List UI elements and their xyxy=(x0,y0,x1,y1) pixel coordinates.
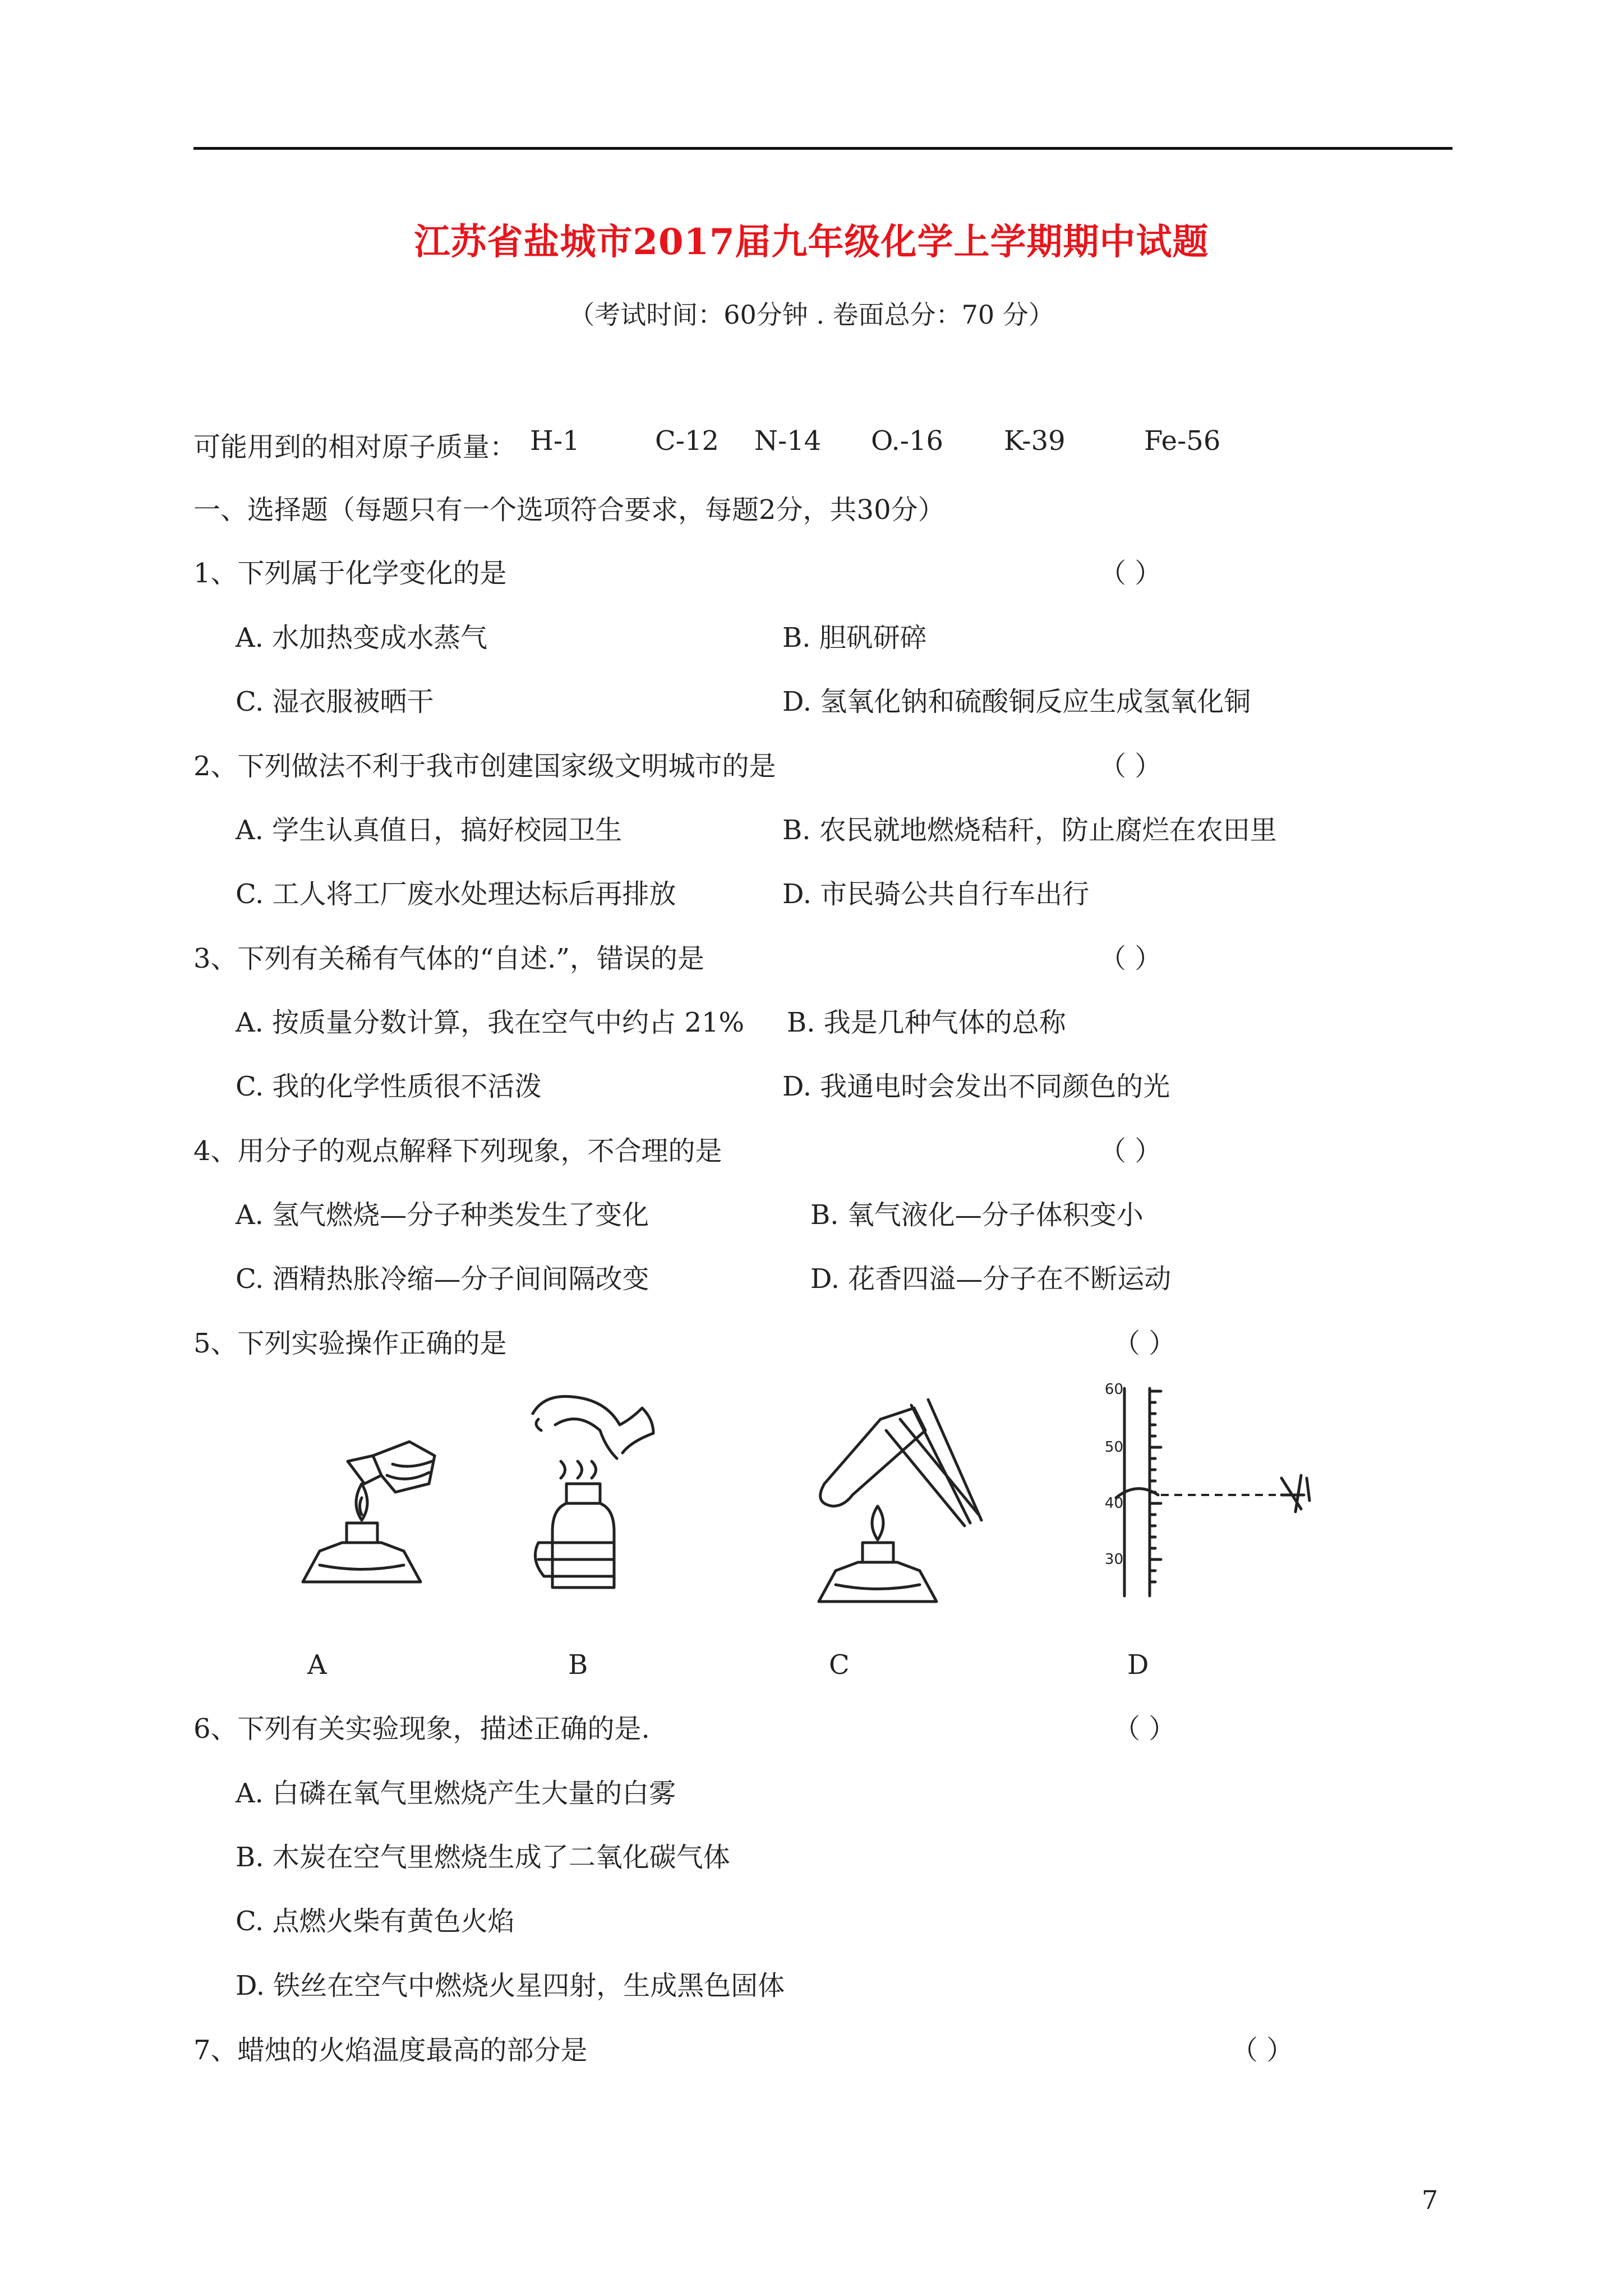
atomic-mass-label: 可能用到的相对原子质量： xyxy=(193,431,517,463)
question-3-option-d[interactable]: D. 我通电时会发出不同颜色的光 xyxy=(782,1071,1170,1102)
cylinder-tick-50: 50 xyxy=(1104,1439,1123,1456)
question-4-answer-blank[interactable]: （ ） xyxy=(1099,1135,1162,1167)
question-4-stem: 4、用分子的观点解释下列现象，不合理的是 xyxy=(193,1135,722,1167)
figure-a-lighting-lamp-icon[interactable] xyxy=(280,1430,449,1599)
question-2-option-a[interactable]: A. 学生认真值日，搞好校园卫生 xyxy=(236,815,623,846)
question-3-option-b[interactable]: B. 我是几种气体的总称 xyxy=(787,1007,1066,1038)
atomic-mass-c: C-12 xyxy=(655,425,720,457)
question-6-option-b[interactable]: B. 木炭在空气里燃烧生成了二氧化碳气体 xyxy=(236,1842,730,1873)
question-3-option-c[interactable]: C. 我的化学性质很不活泼 xyxy=(236,1071,542,1102)
question-6-answer-blank[interactable]: （ ） xyxy=(1113,1713,1176,1745)
question-2-option-b[interactable]: B. 农民就地燃烧秸秆，防止腐烂在农田里 xyxy=(782,815,1277,846)
question-1-option-b[interactable]: B. 胆矾研碎 xyxy=(782,622,927,654)
question-6-option-c[interactable]: C. 点燃火柴有黄色火焰 xyxy=(236,1906,515,1937)
question-2-answer-blank[interactable]: （ ） xyxy=(1099,751,1162,782)
figure-label-d[interactable]: D xyxy=(1127,1649,1149,1681)
question-2-stem: 2、下列做法不利于我市创建国家级文明城市的是 xyxy=(193,751,776,782)
question-1-option-a[interactable]: A. 水加热变成水蒸气 xyxy=(236,622,488,654)
cylinder-tick-40: 40 xyxy=(1104,1495,1123,1512)
question-6-stem: 6、下列有关实验现象，描述正确的是. xyxy=(193,1713,650,1745)
question-2-option-c[interactable]: C. 工人将工厂废水处理达标后再排放 xyxy=(236,878,676,910)
question-7-answer-blank[interactable]: （ ） xyxy=(1231,2035,1294,2066)
cylinder-tick-60: 60 xyxy=(1104,1381,1123,1398)
header-rule xyxy=(193,147,1453,150)
figure-label-b[interactable]: B xyxy=(568,1649,588,1681)
question-7-stem: 7、蜡烛的火焰温度最高的部分是 xyxy=(193,2035,588,2066)
question-6-option-d[interactable]: D. 铁丝在空气中燃烧火星四射，生成黑色固体 xyxy=(236,1970,785,2001)
atomic-mass-k: K-39 xyxy=(1004,425,1066,457)
exam-title: 江苏省盐城市2017届九年级化学上学期期中试题 xyxy=(414,221,1209,263)
question-3-stem: 3、下列有关稀有气体的“自述.”，错误的是 xyxy=(193,943,704,974)
question-5-answer-blank[interactable]: （ ） xyxy=(1113,1328,1176,1359)
exam-info: （考试时间：60分钟 . 卷面总分：70 分） xyxy=(569,300,1054,330)
atomic-mass-fe: Fe-56 xyxy=(1144,425,1221,457)
question-4-option-c[interactable]: C. 酒精热胀冷缩—分子间间隔改变 xyxy=(236,1263,649,1295)
page-number: 7 xyxy=(1422,2185,1438,2215)
figure-b-smelling-gas-icon[interactable] xyxy=(522,1380,667,1599)
question-1-answer-blank[interactable]: （ ） xyxy=(1099,558,1162,589)
question-1-option-c[interactable]: C. 湿衣服被晒干 xyxy=(236,686,434,717)
question-3-answer-blank[interactable]: （ ） xyxy=(1099,943,1162,974)
atomic-mass-h: H-1 xyxy=(530,425,580,457)
question-4-option-a[interactable]: A. 氢气燃烧—分子种类发生了变化 xyxy=(236,1199,649,1231)
section1-heading: 一、选择题（每题只有一个选项符合要求，每题2分，共30分） xyxy=(193,494,945,526)
question-5-stem: 5、下列实验操作正确的是 xyxy=(193,1328,507,1359)
figure-c-heating-test-tube-icon[interactable] xyxy=(796,1386,1032,1604)
figure-label-c[interactable]: C xyxy=(829,1649,850,1681)
atomic-mass-o: O.-16 xyxy=(871,425,944,457)
cylinder-tick-30: 30 xyxy=(1104,1551,1123,1568)
question-1-stem: 1、下列属于化学变化的是 xyxy=(193,558,507,589)
question-4-option-b[interactable]: B. 氧气液化—分子体积变小 xyxy=(810,1199,1144,1231)
question-6-option-a[interactable]: A. 白磷在氧气里燃烧产生大量的白雾 xyxy=(236,1778,676,1809)
figure-d-reading-cylinder-icon[interactable] xyxy=(1104,1380,1338,1604)
atomic-mass-n: N-14 xyxy=(754,425,822,457)
question-2-option-d[interactable]: D. 市民骑公共自行车出行 xyxy=(782,878,1090,910)
figure-label-a[interactable]: A xyxy=(307,1649,327,1681)
question-3-option-a[interactable]: A. 按质量分数计算，我在空气中约占 21% xyxy=(236,1007,745,1038)
question-4-option-d[interactable]: D. 花香四溢—分子在不断运动 xyxy=(810,1263,1172,1295)
question-1-option-d[interactable]: D. 氢氧化钠和硫酸铜反应生成氢氧化铜 xyxy=(782,686,1251,717)
